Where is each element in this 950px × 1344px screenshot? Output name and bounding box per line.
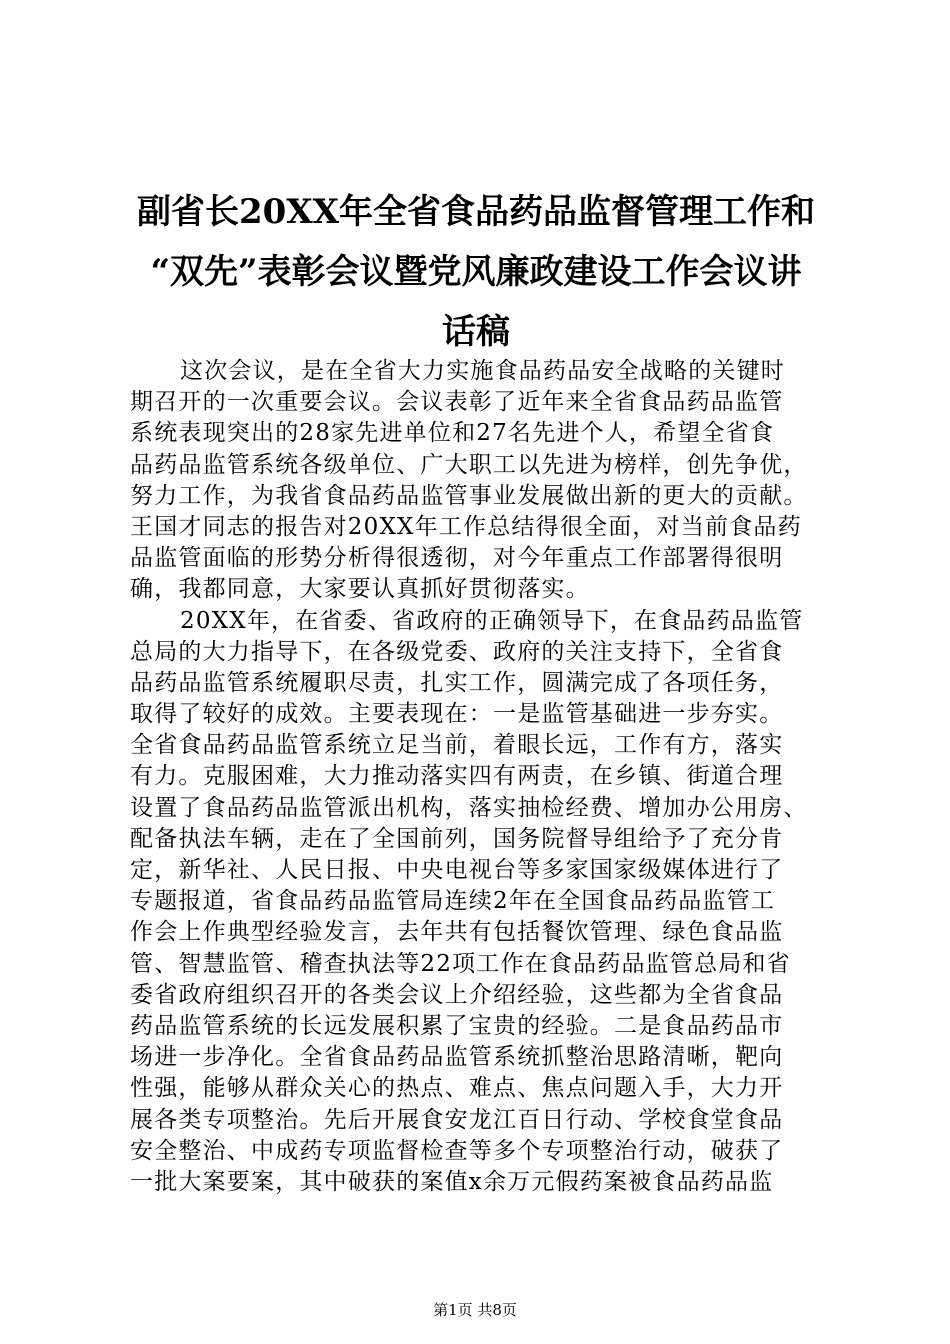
- paragraph-2-line: 管、智慧监管、稽查执法等22项工作在食品药品监管总局和省: [130, 950, 791, 977]
- paragraph-1-line: 王国才同志的报告对20XX年工作总结得很全面，对当前食品药: [130, 513, 802, 540]
- document-title: [120, 182, 832, 362]
- paragraph-2-line: 总局的大力指导下，在各级党委、政府的关注支持下，全省食: [130, 638, 784, 665]
- paragraph-2-line: 安全整治、中成药专项监督检查等多个专项整治行动，破获了: [130, 1137, 784, 1164]
- paragraph-2-line: 品药品监管系统履职尽责，扎实工作，圆满完成了各项任务，: [130, 669, 784, 696]
- paragraph-1-line: 系统表现突出的28家先进单位和27名先进个人，希望全省食: [130, 420, 775, 447]
- document-body: [130, 356, 830, 1198]
- paragraph-2-line: 委省政府组织召开的各类会议上介绍经验，这些都为全省食品: [130, 981, 784, 1008]
- paragraph-2-line: 20XX年，在省委、省政府的正确领导下，在食品药品监管: [180, 607, 804, 634]
- paragraph-1-line: 努力工作，为我省食品药品监管事业发展做出新的更大的贡献。: [130, 482, 808, 509]
- paragraph-2-line: 有力。克服困难，大力推动落实四有两责，在乡镇、街道合理: [130, 763, 784, 790]
- title-line: 副省长20XX年全省食品药品监督管理工作和: [136, 192, 816, 232]
- paragraph-2-line: 场进一步净化。全省食品药品监管系统抓整治思路清晰，靶向: [130, 1044, 784, 1071]
- title-line: 话稿: [442, 312, 510, 352]
- paragraph-1-line: 期召开的一次重要会议。会议表彰了近年来全省食品药品监管: [130, 389, 784, 416]
- paragraph-2-line: 定，新华社、人民日报、中央电视台等多家国家级媒体进行了: [130, 857, 784, 883]
- paragraph-1-line: 确，我都同意，大家要认真抓好贯彻落实。: [130, 576, 590, 603]
- paragraph-2-line: 取得了较好的成效。主要表现在：一是监管基础进一步夯实。: [130, 701, 784, 728]
- paragraph-1-line: 这次会议，是在全省大力实施食品药品安全战略的关键时: [180, 358, 785, 384]
- paragraph-2-line: 药品监管系统的长远发展积累了宝贵的经验。二是食品药品市: [130, 1012, 784, 1039]
- paragraph-2-line: 设置了食品药品监管派出机构，落实抽检经费、增加办公用房、: [130, 794, 808, 821]
- paragraph-2-line: 展各类专项整治。先后开展食安龙江百日行动、学校食堂食品: [130, 1106, 784, 1133]
- paragraph-1-line: 品药品监管系统各级单位、广大职工以先进为榜样，创先争优，: [130, 451, 808, 478]
- title-line: “双先”表彰会议暨党风廉政建设工作会议讲: [150, 252, 802, 292]
- paragraph-2-line: 配备执法车辆，走在了全国前列，国务院督导组给予了充分肯: [130, 825, 784, 852]
- page-number-footer: 第1页 共8页: [433, 1301, 517, 1319]
- paragraph-2-line: 一批大案要案，其中破获的案值x余万元假药案被食品药品监: [130, 1168, 774, 1195]
- paragraph-2-line: 性强，能够从群众关心的热点、难点、焦点问题入手，大力开: [130, 1075, 784, 1102]
- paragraph-1-line: 品监管面临的形势分析得很透彻，对今年重点工作部署得很明: [130, 545, 784, 572]
- paragraph-2-line: 专题报道，省食品药品监管局连续2年在全国食品药品监管工: [130, 888, 776, 915]
- paragraph-2-line: 作会上作典型经验发言，去年共有包括餐饮管理、绿色食品监: [130, 919, 784, 946]
- paragraph-2-line: 全省食品药品监管系统立足当前，着眼长远，工作有方，落实: [130, 732, 784, 759]
